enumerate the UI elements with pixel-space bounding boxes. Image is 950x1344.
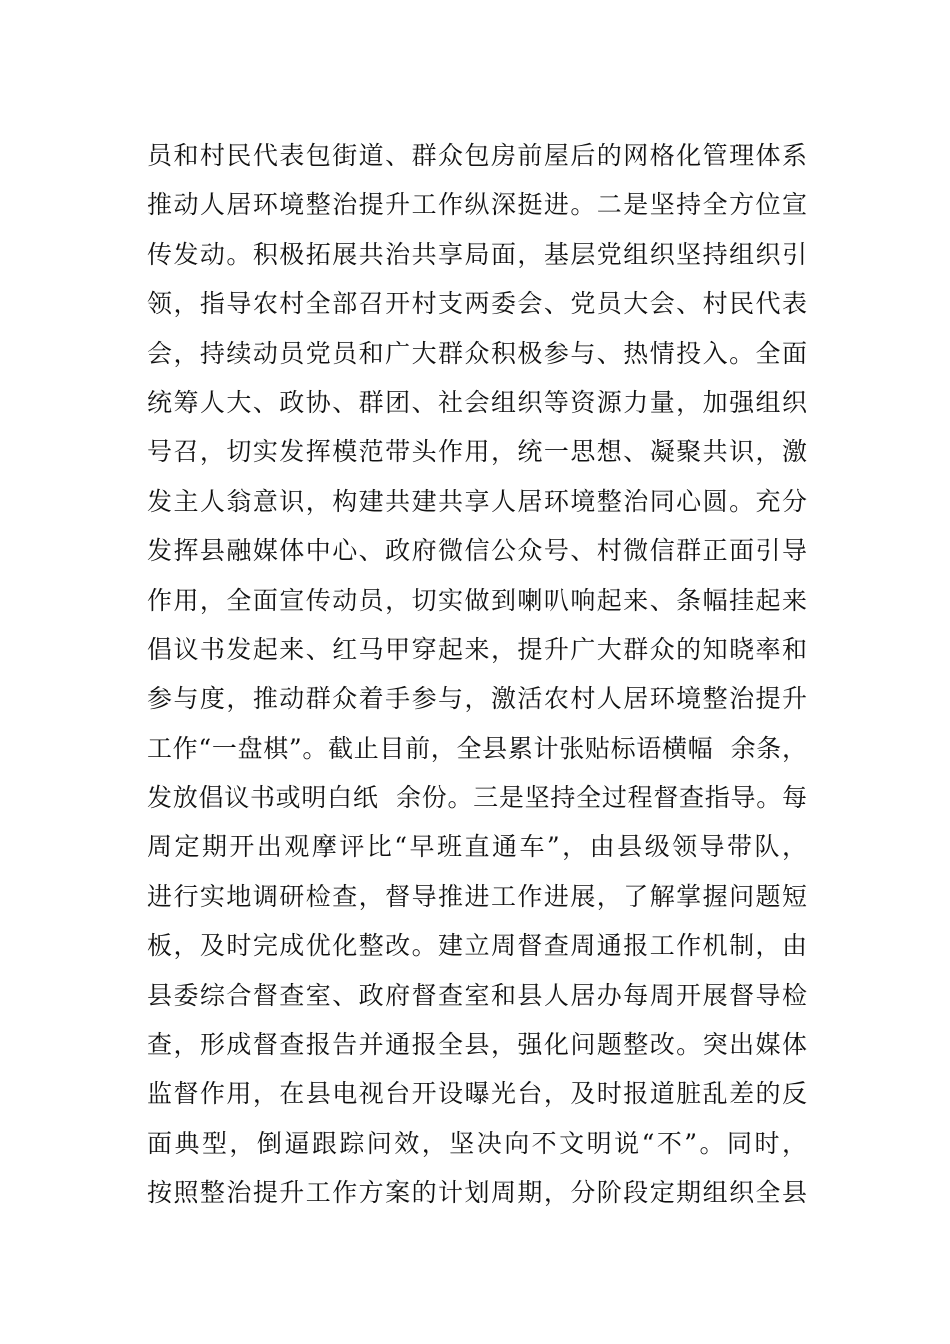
text-line: 周定期开出观摩评比“早班直通车”，由县级领导带队， xyxy=(147,832,807,862)
text-line: 发主人翁意识，构建共建共享人居环境整治同心圆。充分 xyxy=(147,486,807,516)
text-line: 监督作用，在县电视台开设曝光台，及时报道脏乱差的反 xyxy=(147,1079,807,1109)
text-line: 领，指导农村全部召开村支两委会、党员大会、村民代表 xyxy=(147,289,807,319)
text-line: 板，及时完成优化整改。建立周督查周通报工作机制，由 xyxy=(147,931,807,961)
text-line: 发挥县融媒体中心、政府微信公众号、村微信群正面引导 xyxy=(147,536,807,566)
text-line: 推动人居环境整治提升工作纵深挺进。二是坚持全方位宣 xyxy=(147,190,807,220)
text-line: 倡议书发起来、红马甲穿起来，提升广大群众的知晓率和 xyxy=(147,634,807,664)
text-line: 查，形成督查报告并通报全县，强化问题整改。突出媒体 xyxy=(147,1030,807,1060)
text-line: 发放倡议书或明白纸 余份。三是坚持全过程督查指导。每 xyxy=(147,783,807,813)
text-line: 会，持续动员党员和广大群众积极参与、热情投入。全面 xyxy=(147,338,807,368)
text-line: 号召，切实发挥模范带头作用，统一思想、凝聚共识，激 xyxy=(147,437,807,467)
text-line: 作用，全面宣传动员，切实做到喇叭响起来、条幅挂起来 xyxy=(147,585,807,615)
text-line: 传发动。积极拓展共治共享局面，基层党组织坚持组织引 xyxy=(147,239,807,269)
text-line: 面典型，倒逼跟踪问效，坚决向不文明说“不”。同时， xyxy=(147,1128,807,1158)
text-line: 统筹人大、政协、群团、社会组织等资源力量，加强组织 xyxy=(147,387,807,417)
body-text xyxy=(147,131,807,1218)
text-line: 进行实地调研检查，督导推进工作进展，了解掌握问题短 xyxy=(147,881,807,911)
text-line: 按照整治提升工作方案的计划周期，分阶段定期组织全县 xyxy=(147,1178,807,1208)
text-line: 县委综合督查室、政府督查室和县人居办每周开展督导检 xyxy=(147,980,807,1010)
text-line: 参与度，推动群众着手参与，激活农村人居环境整治提升 xyxy=(147,684,807,714)
text-line: 工作“一盘棋”。截止目前，全县累计张贴标语横幅 余条， xyxy=(147,733,807,763)
text-line: 员和村民代表包街道、群众包房前屋后的网格化管理体系 xyxy=(147,141,807,170)
